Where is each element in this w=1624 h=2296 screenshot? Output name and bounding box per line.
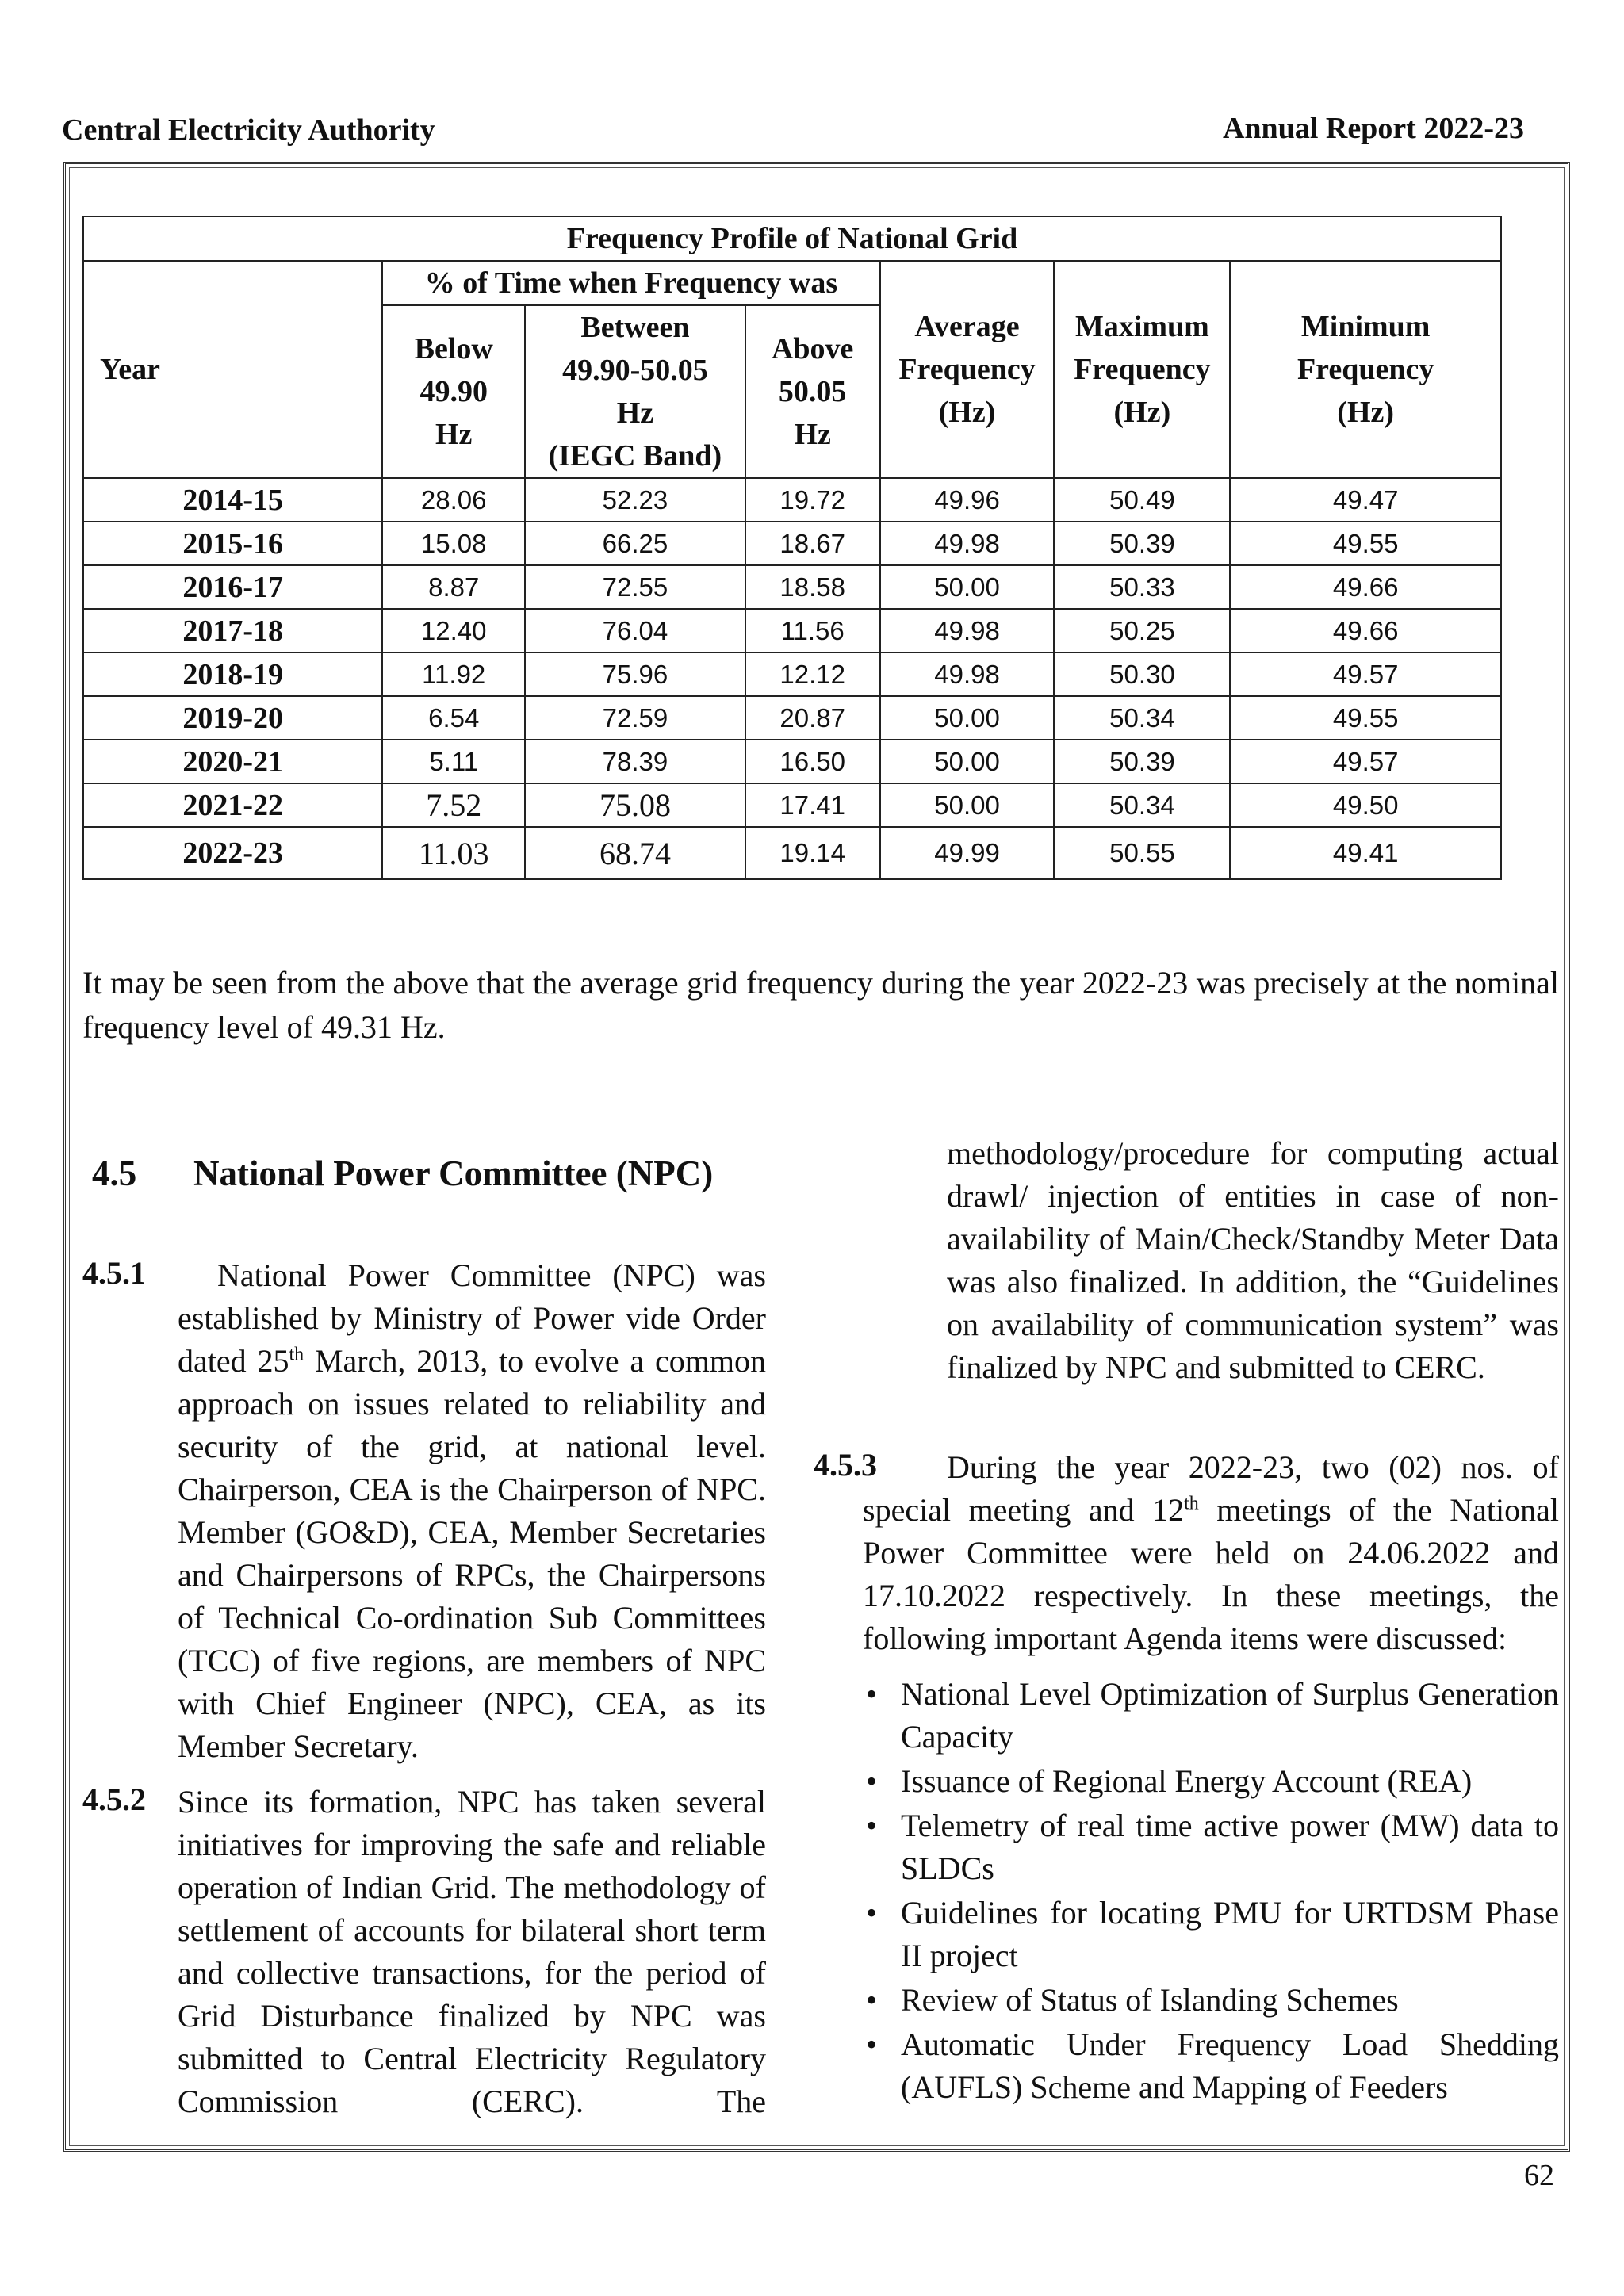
between-cell: 75.08 [525, 783, 745, 827]
minimum-cell: 49.66 [1230, 609, 1501, 652]
year-cell: 2019-20 [83, 696, 382, 740]
table-row [83, 696, 1501, 740]
above-cell: 19.72 [745, 478, 880, 522]
average-cell: 49.98 [880, 652, 1055, 696]
year-cell: 2014-15 [83, 478, 382, 522]
list-item: • Telemetry of real time active power (MW) data to SLDCs [861, 1804, 1559, 1890]
bullet-icon: • [866, 1763, 878, 1799]
minimum-cell: 49.66 [1230, 565, 1501, 609]
table-row [83, 478, 1501, 522]
between-header: Between 49.90-50.05 Hz (IEGC Band) [525, 305, 745, 478]
bullet-icon: • [866, 1808, 878, 1843]
table-row [83, 783, 1501, 827]
average-cell: 50.00 [880, 783, 1055, 827]
below-cell: 15.08 [382, 522, 525, 565]
item-4-5-3-text: During the year 2022-23, two (02) nos. of special meeting and 12th meetings of the National Power Committee were held on 24.06.2022 and 17.10.2022 respectively. In these meetings, the following important Agenda items were discussed: [863, 1449, 1560, 1656]
above-cell: 18.58 [745, 565, 880, 609]
above-header: Above 50.05 Hz [745, 305, 880, 478]
maximum-cell: 50.49 [1054, 478, 1230, 522]
average-cell: 49.96 [880, 478, 1055, 522]
year-header: Year [83, 261, 382, 478]
maximum-cell: 50.33 [1054, 565, 1230, 609]
average-cell: 50.00 [880, 740, 1055, 783]
below-cell: 8.87 [382, 565, 525, 609]
table-row [83, 609, 1501, 652]
above-cell: 18.67 [745, 522, 880, 565]
below-cell: 12.40 [382, 609, 525, 652]
page-number: 62 [1524, 2159, 1554, 2192]
between-cell: 76.04 [525, 609, 745, 652]
below-header: Below 49.90 Hz [382, 305, 525, 478]
maximum-cell: 50.34 [1054, 783, 1230, 827]
item-number-4-5-2: 4.5.2 [82, 1781, 146, 1817]
above-cell: 19.14 [745, 827, 880, 879]
maximum-cell: 50.34 [1054, 696, 1230, 740]
bullet-icon: • [866, 1982, 878, 2018]
above-cell: 16.50 [745, 740, 880, 783]
maximum-cell: 50.39 [1054, 522, 1230, 565]
year-cell: 2017-18 [83, 609, 382, 652]
frequency-profile-table [82, 216, 1502, 880]
table-row [83, 827, 1501, 879]
list-item: • Issuance of Regional Energy Account (REA) [861, 1760, 1559, 1803]
item-4-5-1-text: National Power Committee (NPC) was established by Ministry of Power vide Order dated 25th March, 2013, to evolve a common approach on issues related to reliability and security of the grid, at national level. Chairperson, CEA is the Chairperson of NPC. Member (GO&D), CEA, Member Secretaries and Chairpersons of RPCs, the Chairpersons of Technical Co-ordination Sub Committees (TCC) of five regions, are members of NPC with Chief Engineer (NPC), CEA, as its Member Secretary. [178, 1257, 766, 1764]
bullet-icon: • [866, 1895, 878, 1931]
item-4-5-2-text: Since its formation, NPC has taken several initiatives for improving the safe and reliable operation of Indian Grid. The methodology of settlement of accounts for bilateral short term and collective transactions, for the period of Grid Disturbance finalized by NPC was submitted to Central Electricity Regulatory Commission (CERC). The [178, 1784, 766, 2119]
above-cell: 12.12 [745, 652, 880, 696]
header-report-title: Annual Report 2022-23 [1222, 112, 1524, 145]
year-cell: 2020-21 [83, 740, 382, 783]
below-cell: 11.92 [382, 652, 525, 696]
average-cell: 49.99 [880, 827, 1055, 879]
minimum-cell: 49.50 [1230, 783, 1501, 827]
between-cell: 66.25 [525, 522, 745, 565]
minimum-cell: 49.41 [1230, 827, 1501, 879]
table-row [83, 652, 1501, 696]
year-cell: 2015-16 [83, 522, 382, 565]
table-row [83, 740, 1501, 783]
maximum-cell: 50.39 [1054, 740, 1230, 783]
year-cell: 2022-23 [83, 827, 382, 879]
time-percent-group-header: % of Time when Frequency was [382, 261, 879, 305]
minimum-cell: 49.57 [1230, 740, 1501, 783]
minimum-cell: 49.55 [1230, 696, 1501, 740]
year-cell: 2016-17 [83, 565, 382, 609]
minimum-cell: 49.57 [1230, 652, 1501, 696]
above-cell: 17.41 [745, 783, 880, 827]
year-cell: 2021-22 [83, 783, 382, 827]
maximum-frequency-header: Maximum Frequency (Hz) [1054, 261, 1230, 478]
average-cell: 49.98 [880, 522, 1055, 565]
minimum-cell: 49.47 [1230, 478, 1501, 522]
below-cell: 28.06 [382, 478, 525, 522]
table-title: Frequency Profile of National Grid [83, 216, 1501, 261]
section-title: National Power Committee (NPC) [193, 1154, 714, 1193]
average-cell: 50.00 [880, 565, 1055, 609]
agenda-list [861, 1673, 1559, 2110]
between-cell: 52.23 [525, 478, 745, 522]
bullet-icon: • [866, 2026, 878, 2062]
maximum-cell: 50.30 [1054, 652, 1230, 696]
maximum-cell: 50.25 [1054, 609, 1230, 652]
list-item: • Guidelines for locating PMU for URTDSM Phase II project [861, 1892, 1559, 1977]
section-heading [92, 1153, 713, 1194]
year-cell: 2018-19 [83, 652, 382, 696]
below-cell: 6.54 [382, 696, 525, 740]
item-4-5-2-continued: methodology/procedure for computing actual drawl/ injection of entities in case of non-availability of Main/Check/Standby Meter Data was also finalized. In addition, the “Guidelines on availability of communication system” was finalized by NPC and submitted to CERC. [947, 1135, 1559, 1385]
minimum-frequency-header: Minimum Frequency (Hz) [1230, 261, 1501, 478]
table-row [83, 565, 1501, 609]
below-cell: 5.11 [382, 740, 525, 783]
bullet-icon: • [866, 1676, 878, 1712]
between-cell: 68.74 [525, 827, 745, 879]
average-cell: 49.98 [880, 609, 1055, 652]
item-number-4-5-1: 4.5.1 [82, 1255, 146, 1291]
section-number: 4.5 [92, 1154, 137, 1193]
below-cell: 7.52 [382, 783, 525, 827]
list-item: • National Level Optimization of Surplus Generation Capacity [861, 1673, 1559, 1758]
minimum-cell: 49.55 [1230, 522, 1501, 565]
table-row [83, 522, 1501, 565]
summary-paragraph: It may be seen from the above that the average grid frequency during the year 2022-23 was precisely at the nominal frequency level of 49.31 Hz. [82, 965, 1559, 1045]
average-frequency-header: Average Frequency (Hz) [880, 261, 1055, 478]
maximum-cell: 50.55 [1054, 827, 1230, 879]
below-cell: 11.03 [382, 827, 525, 879]
between-cell: 72.59 [525, 696, 745, 740]
between-cell: 75.96 [525, 652, 745, 696]
list-item: • Review of Status of Islanding Schemes [861, 1979, 1559, 2022]
between-cell: 72.55 [525, 565, 745, 609]
between-cell: 78.39 [525, 740, 745, 783]
average-cell: 50.00 [880, 696, 1055, 740]
above-cell: 11.56 [745, 609, 880, 652]
item-number-4-5-3: 4.5.3 [814, 1447, 877, 1483]
list-item: • Automatic Under Frequency Load Shedding (AUFLS) Scheme and Mapping of Feeders [861, 2023, 1559, 2109]
header-organization: Central Electricity Authority [62, 113, 435, 147]
above-cell: 20.87 [745, 696, 880, 740]
